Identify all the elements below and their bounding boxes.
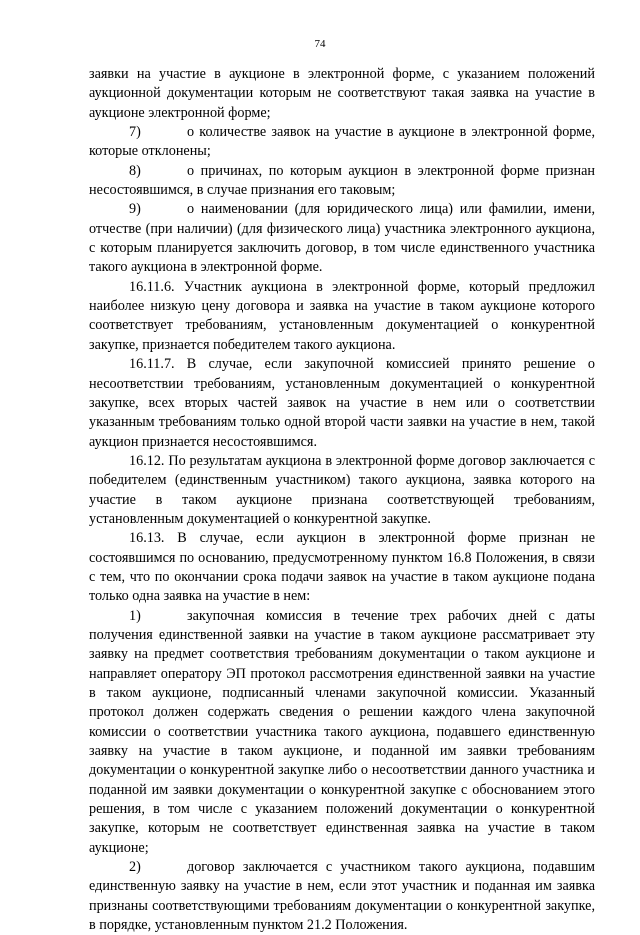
page-number: 74 xyxy=(314,38,326,50)
paragraph-continuation xyxy=(89,65,595,123)
clause-text: 16.13. В случае, если аукцион в электронной форме признан не состоявшимся по основанию, предусмотренному пунктом 16.8 Положения, в связи с тем, что по окончании срока подачи заявок на участие в таком аукционе подана только одна заявка на участие в нем: xyxy=(89,530,595,605)
clause-16-12 xyxy=(89,452,595,529)
clause-text: 16.11.7. В случае, если закупочной комиссией принято решение о несоответствии требованиям, установленным документацией о конкурентной закупке, всех вторых частей заявок на участие в нем или о соответствии указанным требованиям только одной второй части заявки на участие в нем, такой аукцион признается несостоявшимся. xyxy=(89,356,595,450)
list-number: 2) xyxy=(129,859,141,876)
clause-16-11-6 xyxy=(89,278,595,355)
list-number: 1) xyxy=(129,607,141,624)
list-number: 7) xyxy=(129,124,141,141)
list-item-text: о наименовании (для юридического лица) или фамилии, имени, отчестве (при наличии) (для физического лица) участника электронного аукциона, с которым планируется заключить договор, в том числе единственного участника такого аукциона в электронной форме. xyxy=(89,201,595,276)
paragraph-text: заявки на участие в аукционе в электронной форме, с указанием положений аукционной документации которым не соответствуют такая заявка на участие в аукционе электронной форме; xyxy=(89,66,595,121)
list-item-1 xyxy=(89,607,595,858)
list-item-text: о причинах, по которым аукцион в электронной форме признан несостоявшимся, в случае признания его таковым; xyxy=(89,162,595,199)
clause-text: 16.12. По результатам аукциона в электронной форме договор заключается с победителем (единственным участником) такого аукциона, заявка которого на участие в таком аукционе признана соответствующей требованиям, установленным документацией о конкурентной закупке. xyxy=(89,452,595,527)
list-number: 8) xyxy=(129,162,141,179)
list-item-9 xyxy=(89,200,595,277)
list-number: 9) xyxy=(129,201,141,218)
list-item-text: закупочная комиссия в течение трех рабочих дней с даты получения единственной заявки на участие в таком аукционе рассматривает эту заявку на предмет соответствия требованиям документации о таком аукционе и направляет оператору ЭП протокол рассмотрения единственной заявки на участие в таком аукционе, подписанный членами закупочной комиссии. Указанный протокол должен содержать сведения о решении каждого члена закупочной комиссии о соответствии участника такого аукциона, подавшего единственную заявку на участие в таком аукционе, и поданной им заявки требованиям документации о конкурентной закупке либо о несоответствии данного участника и поданной им заявки документации о конкурентной закупке с обоснованием этого решения, в том числе с указанием положений документации о конкурентной закупке, которым не соответствует единственная заявка на участие в таком аукционе; xyxy=(89,607,595,856)
clause-16-13 xyxy=(89,529,595,606)
clause-text: 16.11.6. Участник аукциона в электронной форме, который предложил наиболее низкую цену договора и заявка на участие в таком аукционе которого соответствует требованиям, установленным документацией о конкурентной закупке, признается победителем такого аукциона. xyxy=(89,278,595,353)
list-item-7 xyxy=(89,123,595,162)
list-item-8 xyxy=(89,162,595,201)
clause-16-11-7 xyxy=(89,355,595,452)
document-body xyxy=(89,65,595,935)
list-item-text: о количестве заявок на участие в аукционе в электронной форме, которые отклонены; xyxy=(89,124,595,160)
list-item-2 xyxy=(89,858,595,935)
list-item-text: договор заключается с участником такого аукциона, подавшим единственную заявку на участие в нем, если этот участник и поданная им заявка признаны соответствующими требованиям документации о конкурентной закупке, в порядке, установленным пунктом 21.2 Положения. xyxy=(89,859,595,934)
